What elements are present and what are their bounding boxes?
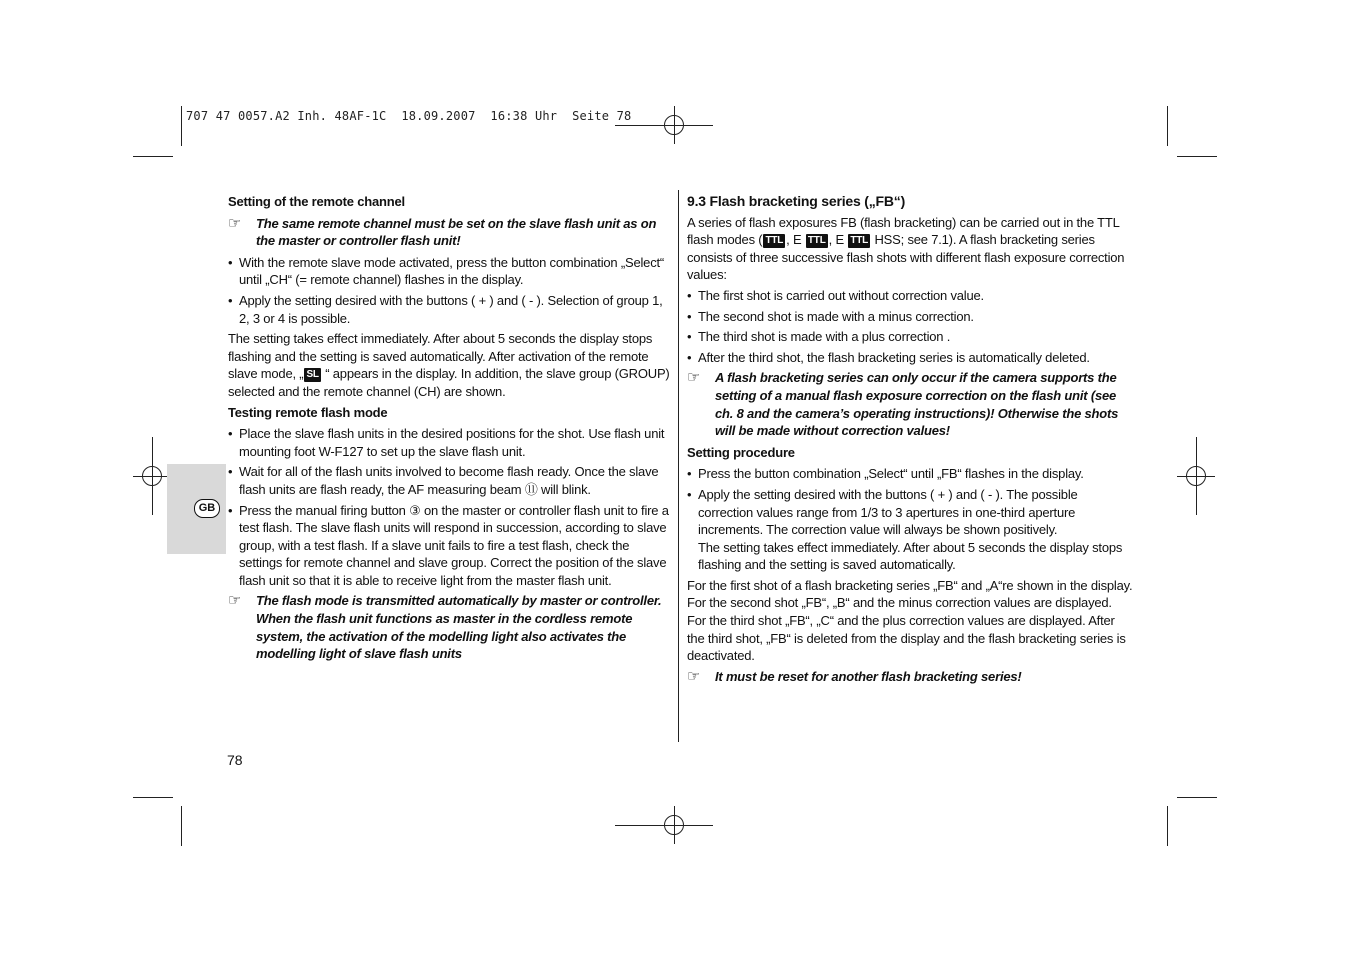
testing-heading: Testing remote flash mode	[228, 404, 388, 420]
crop-mark-top-left-h	[133, 156, 173, 157]
crop-mark-top-left-v	[181, 106, 182, 146]
intro-paragraph	[687, 214, 1133, 284]
list-item: • The third shot is made with a plus correction .	[687, 329, 951, 345]
effect-paragraph	[228, 330, 670, 400]
slave-mode-icon: SL	[306, 369, 319, 381]
list-item-text: Apply the setting desired with the buttons ( + ) and ( - ). The possible correction values range from 1/3 to 3 apertures in one-third aperture increments. The correction value will always be shown positively.	[698, 486, 1078, 538]
remote-channel-heading: Setting of the remote channel	[228, 194, 405, 209]
section-heading: 9.3 Flash bracketing series („FB“)	[687, 193, 906, 209]
list-item: • Press the button combination „Select“ until „FB“ flashes in the display.	[687, 466, 1084, 482]
crop-mark-top-right-h	[1177, 156, 1217, 157]
ttl-mode-icon: TTL	[765, 235, 784, 247]
list-item-text: Apply the setting desired with the buttons ( + ) and ( - ). Selection of group 1, 2, 3 or 4 is possible.	[239, 292, 663, 326]
list-item: • Apply the setting desired with the buttons ( + ) and ( - ). The possible correction values range from 1/3 to 3 apertures in one-third aperture increments. The correction value will always be shown positively. The setting takes effect immediately. After about 5 seconds the display stops flashing and the setting is saved automatically.	[687, 486, 1123, 573]
effect-text-1: The setting takes effect immediately. After about 5 seconds the display stops flashing and the setting is saved automatically. After activation of the remote slave mode, „	[228, 331, 653, 382]
crop-mark-bottom-right-v	[1167, 806, 1168, 846]
column-divider	[678, 190, 679, 742]
intro-sep-2: , E	[828, 232, 844, 248]
list-item-text: After the third shot, the flash bracketing series is automatically deleted.	[698, 349, 1090, 365]
right-column	[687, 193, 1133, 689]
pointing-hand-icon: ☞	[687, 369, 701, 387]
ttl-mode-icon: TTL	[850, 235, 869, 247]
reset-note-text: It must be reset for another flash bracketing series!	[715, 668, 1022, 684]
page-number: 78	[227, 752, 243, 768]
list-item: • The first shot is carried out without correction value.	[687, 287, 984, 303]
camera-note	[687, 369, 1133, 439]
pointing-hand-icon: ☞	[687, 667, 701, 685]
list-item-text: Place the slave flash units in the desired positions for the shot. Use flash unit mounting foot W-F127 to set up the slave flash unit.	[239, 426, 665, 459]
list-item: • Place the slave flash units in the desired positions for the shot. Use flash unit mounting foot W-F127 to set up the slave flash unit.	[228, 425, 670, 460]
registration-line-right	[1196, 437, 1197, 515]
remote-channel-note	[228, 215, 670, 250]
remote-channel-note-text: The same remote channel must be set on the slave flash unit as on the master or controller flash unit!	[256, 215, 657, 249]
list-item-text: With the remote slave mode activated, press the button combination „Select“ until „CH“ (= remote channel) flashes in the display.	[239, 254, 665, 288]
list-item: • Apply the setting desired with the buttons ( + ) and ( - ). Selection of group 1, 2, 3 or 4 is possible.	[228, 292, 670, 327]
language-tab	[167, 464, 226, 554]
ttl-mode-icon: TTL	[807, 235, 826, 247]
list-item: • Press the manual firing button ③ on the master or controller flash unit to fire a test flash. The slave flash units will respond in succession, according to slave group, with a test flash. If a slave unit fails to fire a test flash, check the settings for remote channel and slave group. Correct the position of the slave flash unit so that it is able to receive light from the master flash unit.	[228, 502, 669, 588]
list-item-text: The third shot is made with a plus correction .	[698, 329, 951, 345]
procedure-followup: The setting takes effect immediately. After about 5 seconds the display stops flashing and the setting is saved automatically.	[698, 539, 1123, 573]
effect-text-2: “ appears in the display. In addition, the slave group (GROUP) selected and the remote channel (CH) are shown.	[228, 366, 670, 399]
registration-line-top	[615, 125, 713, 126]
reset-note	[687, 668, 1133, 686]
display-paragraph: For the first shot of a flash bracketing series „FB“ and „A“re shown in the display. For the second shot „FB“, „B“ and the minus correction values are displayed. For the third shot „FB“, „C“ and the plus correction values are displayed. After the third shot, „FB“ is deleted from the display and the flash bracketing series is deactivated.	[687, 577, 1133, 664]
procedure-heading: Setting procedure	[687, 444, 795, 460]
list-item: • Wait for all of the flash units involved to become flash ready. Once the slave flash units are flash ready, the AF measuring beam ⑪ will blink.	[228, 463, 670, 498]
intro-text-2: HSS; see 7.1). A flash bracketing series consists of three successive flash shots with different flash exposure correction values:	[687, 232, 1125, 283]
list-item-text: Wait for all of the flash units involved to become flash ready. Once the slave flash units are flash ready, the AF measuring beam ⑪ will blink.	[239, 464, 659, 497]
list-item: • The second shot is made with a minus correction.	[687, 308, 974, 324]
crop-mark-top-right-v	[1167, 106, 1168, 146]
list-item-text: The first shot is carried out without correction value.	[698, 287, 984, 303]
left-column	[228, 193, 670, 667]
pointing-hand-icon: ☞	[228, 592, 242, 610]
testing-note-text: The flash mode is transmitted automatically by master or controller. When the flash unit functions as master in the cordless remote system, the activation of the modelling light also activates the modelling light of slave flash units	[256, 593, 662, 662]
intro-text-1: A series of flash exposures FB (flash bracketing) can be carried out in the TTL flash modes (	[687, 214, 1120, 248]
registration-line-bottom	[615, 825, 713, 826]
list-item: • After the third shot, the flash bracketing series is automatically deleted.	[687, 349, 1090, 365]
language-badge: GB	[194, 499, 220, 518]
camera-note-text: A flash bracketing series can only occur if the camera supports the setting of a manual flash exposure correction on the flash unit (see ch. 8 and the camera’s operating instructions)! Otherwise the shots will be made without correction values!	[715, 370, 1119, 439]
pointing-hand-icon: ☞	[228, 214, 242, 232]
crop-mark-bottom-right-h	[1177, 797, 1217, 798]
list-item: • With the remote slave mode activated, press the button combination „Select“ until „CH“ (= remote channel) flashes in the display.	[228, 254, 670, 289]
list-item-text: Press the button combination „Select“ until „FB“ flashes in the display.	[698, 466, 1084, 482]
intro-sep-1: , E	[786, 232, 802, 248]
registration-line-left	[152, 437, 153, 515]
crop-mark-bottom-left-v	[181, 806, 182, 846]
list-item-text: Press the manual firing button ③ on the master or controller flash unit to fire a test flash. The slave flash units will respond in succession, according to slave group, with a test flash. If a slave unit fails to fire a test flash, check the settings for remote channel and slave group. Correct the position of the slave flash unit so that it is able to receive light from the master flash unit.	[239, 502, 669, 588]
list-item-text: The second shot is made with a minus correction.	[698, 308, 974, 324]
testing-note	[228, 592, 670, 662]
print-slug: 707 47 0057.A2 Inh. 48AF-1C 18.09.2007 16:38 Uhr Seite 78	[186, 109, 632, 123]
crop-mark-bottom-left-h	[133, 797, 173, 798]
